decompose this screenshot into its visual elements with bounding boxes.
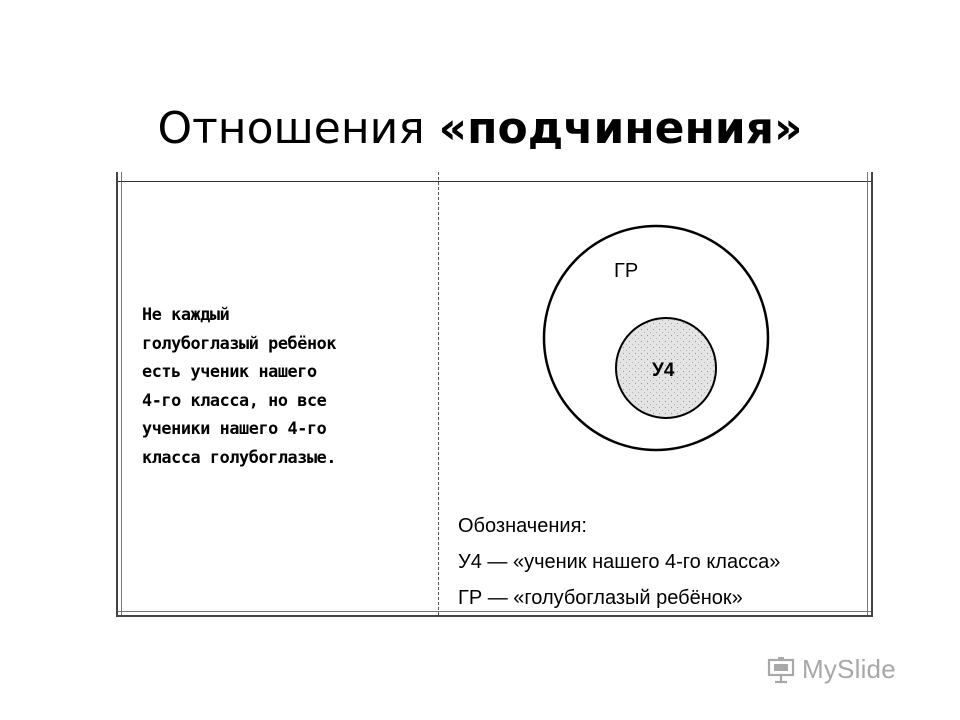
column-divider [438, 172, 439, 615]
slide-title [0, 101, 960, 157]
inner-set-label: У4 [652, 360, 675, 381]
legend-item: ГР — «голубоглазый ребёнок» [458, 587, 743, 609]
watermark [766, 654, 896, 685]
statement-line: голубоглазый ребёнок [142, 332, 337, 353]
statement-text [142, 300, 438, 472]
slide-title-normal: Отношения [157, 103, 439, 155]
table-top-rule [118, 181, 871, 182]
presentation-board-icon [766, 655, 796, 685]
statement-line: 4-го класса, но все [142, 389, 327, 410]
statement-line: ученики нашего 4-го [142, 418, 327, 439]
statement-line: есть ученик нашего [142, 361, 317, 382]
statement-line: класса голубоглазые. [142, 446, 337, 467]
legend-item: У4 — «ученик нашего 4-го класса» [458, 551, 781, 573]
legend [458, 508, 780, 616]
statement-line: Не каждый [142, 304, 230, 324]
legend-heading: Обозначения: [458, 515, 587, 537]
slide-title-bold: «подчинения» [438, 103, 803, 155]
euler-diagram [538, 220, 778, 460]
outer-set-label: ГР [614, 260, 639, 282]
scanned-table [116, 172, 873, 617]
watermark-text: MySlide [802, 654, 896, 684]
